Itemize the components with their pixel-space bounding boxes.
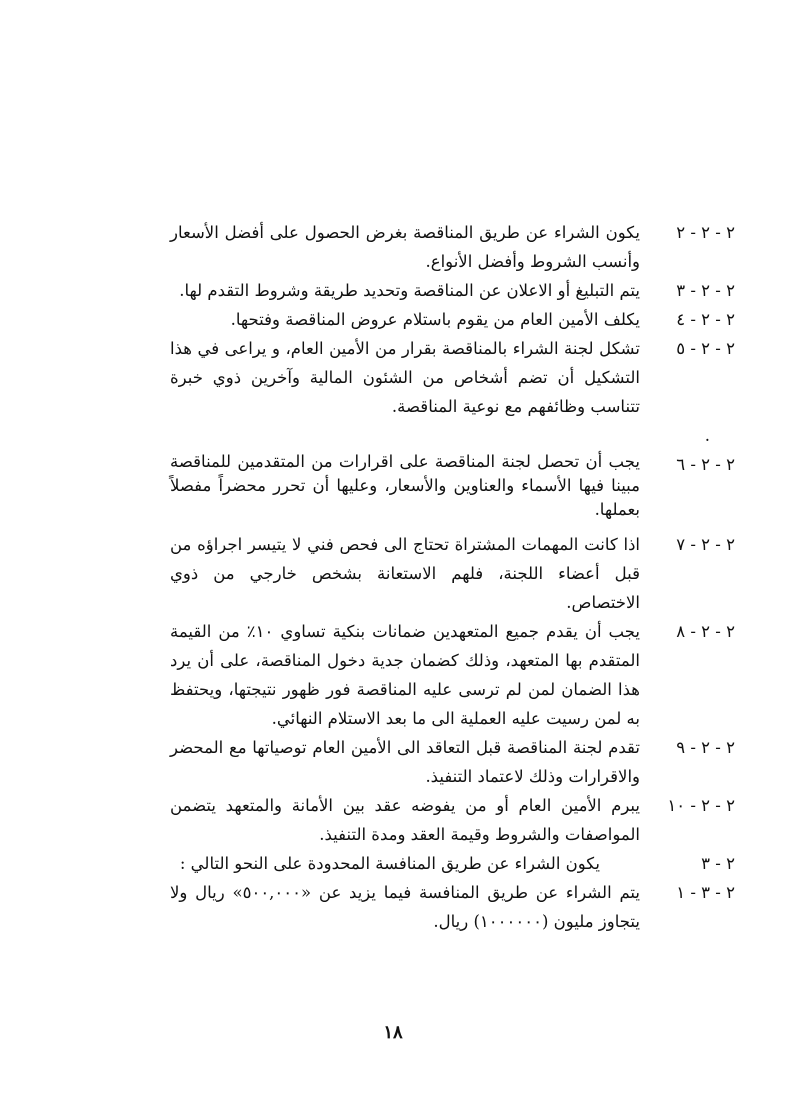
clause-2-3	[170, 849, 735, 878]
clause-number: ٢ - ٣ - ١	[676, 883, 735, 902]
clause-2-2-7	[170, 530, 735, 617]
clause-2-2-3	[170, 276, 735, 305]
clause-2-2-8	[170, 617, 735, 733]
clause-number: ٢ - ٢ - ١٠	[667, 796, 735, 815]
trailing-dot: .	[704, 426, 710, 445]
clause-number: ٢ - ٢ - ٨	[676, 622, 735, 641]
clause-number: ٢ - ٢ - ٢	[676, 223, 735, 242]
clause-number: ٢ - ٢ - ٤	[676, 310, 735, 329]
clause-text: يتم الشراء عن طريق المنافسة فيما يزيد عن «٥٠٠,٠٠٠» ريال ولا يتجاوز مليون (١٠٠٠٠٠٠) ريال.	[170, 883, 640, 931]
page-number: ١٨	[383, 1022, 403, 1043]
clause-2-3-1	[170, 878, 735, 936]
clause-2-2-9	[170, 733, 735, 791]
clause-2-2-6	[170, 450, 735, 522]
clause-2-2-2	[170, 218, 735, 276]
clause-text: يبرم الأمين العام أو من يفوضه عقد بين الأمانة والمتعهد يتضمن المواصفات والشروط وقيمة العقد ومدة التنفيذ.	[170, 796, 640, 844]
clause-2-2-5	[170, 334, 735, 450]
clause-text: يتم التبليغ أو الاعلان عن المناقصة وتحديد طريقة وشروط التقدم لها.	[179, 281, 640, 300]
clause-number: ٢ - ٢ - ٥	[676, 339, 735, 358]
clause-number: ٢ - ٢ - ٦	[676, 455, 735, 474]
clause-text: يكون الشراء عن طريق المنافسة المحدودة على النحو التالي :	[179, 854, 600, 873]
clause-text: تشكل لجنة الشراء بالمناقصة بقرار من الأمين العام، و يراعى في هذا التشكيل أن تضم أشخاص من الشئون المالية وآخرين ذوي خبرة تتناسب وظائفهم مع نوعية المناقصة.	[170, 339, 640, 416]
clause-number: ٢ - ٣	[701, 854, 735, 873]
clause-text: اذا كانت المهمات المشتراة تحتاج الى فحص فني لا يتيسر اجراؤه من قبل أعضاء اللجنة، فلهم الاستعانة بشخص خارجي من ذوي الاختصاص.	[170, 535, 640, 612]
clause-text: يكلف الأمين العام من يقوم باستلام عروض المناقصة وفتحها.	[230, 310, 640, 329]
clause-2-2-4	[170, 305, 735, 334]
document-body	[170, 218, 735, 936]
clause-text: يكون الشراء عن طريق المناقصة بغرض الحصول على أفضل الأسعار وأنسب الشروط وأفضل الأنواع.	[170, 223, 640, 271]
clause-2-2-10	[170, 791, 735, 849]
clause-number: ٢ - ٢ - ٩	[676, 738, 735, 757]
clause-text: تقدم لجنة المناقصة قبل التعاقد الى الأمين العام توصياتها مع المحضر والاقرارات وذلك لاعتماد التنفيذ.	[170, 738, 640, 786]
clause-text: يجب أن تحصل لجنة المناقصة على اقرارات من المتقدمين للمناقصة مبينا فيها الأسماء والعناوين والأسعار، وعليها أن تحرر محضراً مفصلاً بعملها.	[170, 452, 640, 519]
clause-number: ٢ - ٢ - ٧	[676, 535, 735, 554]
clause-number: ٢ - ٢ - ٣	[676, 281, 735, 300]
clause-text: يجب أن يقدم جميع المتعهدين ضمانات بنكية تساوي ١٠٪ من القيمة المتقدم بها المتعهد، وذلك كضمان جدية دخول المناقصة، على أن يرد هذا الضمان لمن لم ترسى عليه المناقصة فور ظهور نتيجتها، ويحتفظ به لمن رسيت عليه العملية الى ما بعد الاستلام النهائي.	[170, 622, 641, 728]
